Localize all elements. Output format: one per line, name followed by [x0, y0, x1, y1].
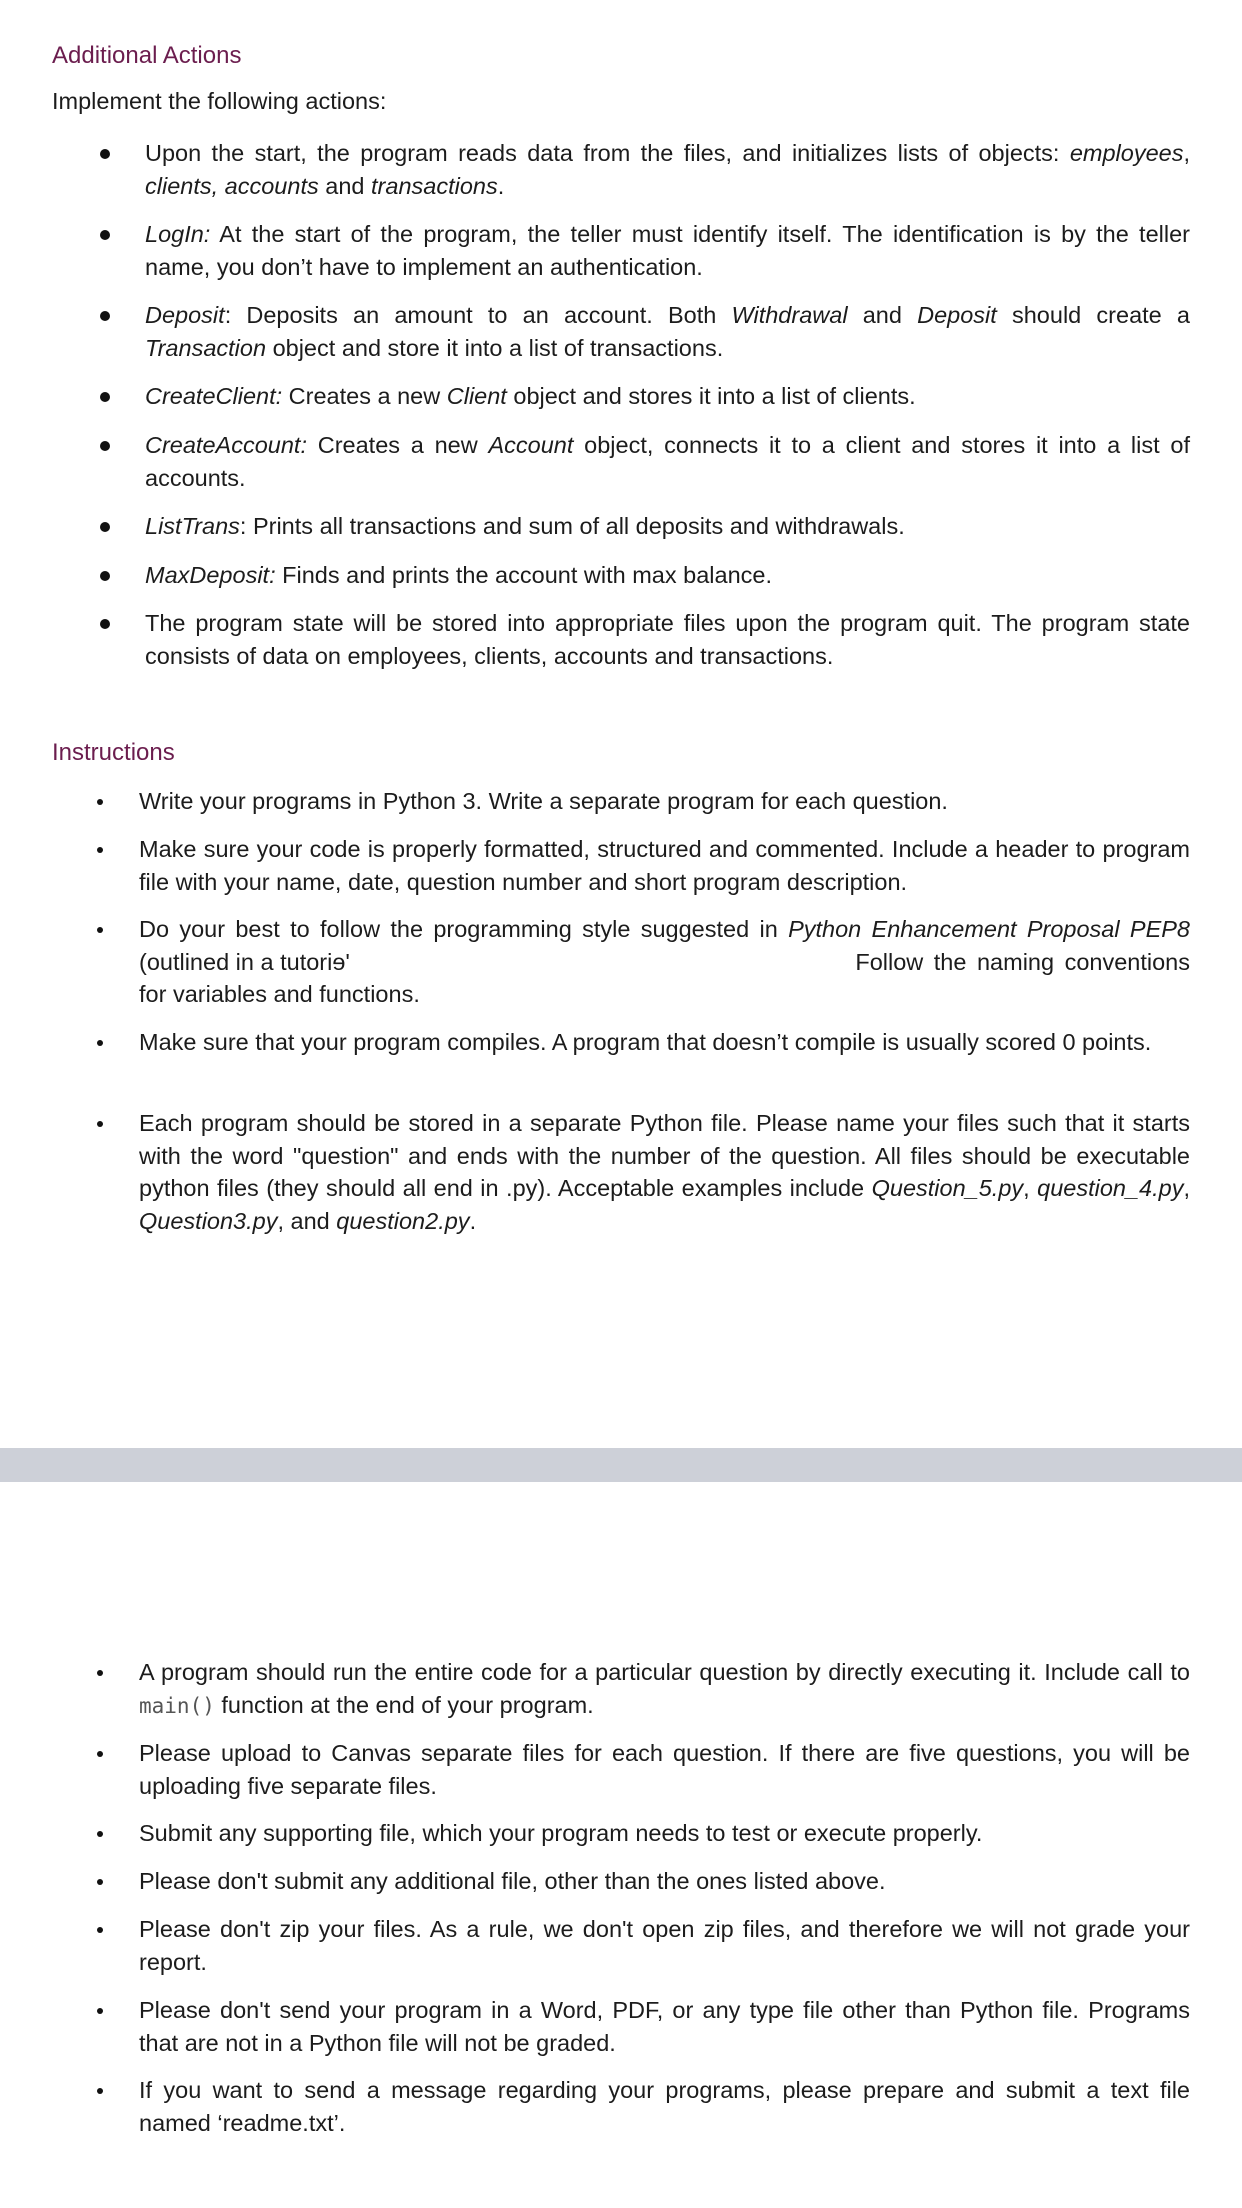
- item-text: Do your best to follow the programming style suggested in Python Enhancement Proposal PEP8 (outlined in a tutoriɘ' Follow the naming conventions for variables and functions.: [139, 916, 1190, 1007]
- bullet-icon: [97, 1040, 103, 1046]
- item-text: Submit any supporting file, which your program needs to test or execute properly.: [139, 1820, 983, 1846]
- bullet-icon: [100, 441, 110, 451]
- bullet-icon: [97, 1670, 103, 1676]
- item-text: Each program should be stored in a separate Python file. Please name your files such that it starts with the word "question" and ends with the number of the question. All files should be executable python files (they should all end in .py). Acceptable examples include Question_5.py, question_4.py, Question3.py, and question2.py.: [139, 1110, 1190, 1234]
- item-text: Please don't submit any additional file, other than the ones listed above.: [139, 1868, 886, 1894]
- item-text: Make sure that your program compiles. A program that doesn’t compile is usually scored 0 points.: [139, 1029, 1152, 1055]
- bullet-icon: [97, 1751, 103, 1757]
- bullet-icon: [100, 392, 110, 402]
- item-text: Upon the start, the program reads data from the files, and initializes lists of objects: employees, clients, accounts and transactions.: [145, 140, 1190, 199]
- bullet-icon: [97, 1879, 103, 1885]
- bullet-icon: [100, 571, 110, 581]
- bullet-icon: [97, 1121, 103, 1127]
- item-text: Please upload to Canvas separate files for each question. If there are five questions, you will be uploading five separate files.: [139, 1740, 1190, 1799]
- bullet-icon: [100, 522, 110, 532]
- item-text: Please don't send your program in a Word, PDF, or any type file other than Python file. Programs that are not in a Python file will not be graded.: [139, 1997, 1190, 2056]
- item-text: A program should run the entire code for a particular question by directly executing it. Include call to main() function at the end of your program.: [139, 1659, 1190, 1718]
- additional-actions-intro: Implement the following actions:: [52, 88, 387, 114]
- item-text: MaxDeposit: Finds and prints the account with max balance.: [145, 562, 772, 588]
- page-gap: [0, 1448, 1242, 1482]
- bullet-icon: [97, 847, 103, 853]
- bullet-icon: [97, 1831, 103, 1837]
- bullet-icon: [97, 927, 103, 933]
- bullet-icon: [100, 149, 110, 159]
- item-text: The program state will be stored into appropriate files upon the program quit. The program state consists of data on employees, clients, accounts and transactions.: [145, 610, 1190, 669]
- bullet-icon: [100, 230, 110, 240]
- item-text: CreateClient: Creates a new Client object and stores it into a list of clients.: [145, 383, 916, 409]
- item-text: Make sure your code is properly formatted, structured and commented. Include a header to program file with your name, date, question number and short program description.: [139, 836, 1190, 895]
- bullet-icon: [100, 619, 110, 629]
- code-snippet: main(): [139, 1693, 215, 1718]
- bullet-icon: [97, 1927, 103, 1933]
- document-page-2: [0, 1482, 1242, 2208]
- bullet-icon: [97, 799, 103, 805]
- item-text: Please don't zip your files. As a rule, we don't open zip files, and therefore we will not grade your report.: [139, 1916, 1190, 1975]
- instructions-heading: Instructions: [52, 739, 175, 766]
- bullet-icon: [100, 311, 110, 321]
- item-text: Write your programs in Python 3. Write a separate program for each question.: [139, 788, 948, 814]
- item-text: If you want to send a message regarding your programs, please prepare and submit a text file named ‘readme.txt’.: [139, 2077, 1190, 2136]
- additional-actions-heading: Additional Actions: [52, 42, 242, 69]
- item-text: LogIn: At the start of the program, the teller must identify itself. The identification is by the teller name, you don’t have to implement an authentication.: [145, 221, 1190, 280]
- item-text: CreateAccount: Creates a new Account object, connects it to a client and stores it into a list of accounts.: [145, 432, 1190, 491]
- item-text: Deposit: Deposits an amount to an account. Both Withdrawal and Deposit should create a Transaction object and store it into a list of transactions.: [145, 302, 1190, 361]
- bullet-icon: [97, 2088, 103, 2094]
- bullet-icon: [97, 2008, 103, 2014]
- item-text: ListTrans: Prints all transactions and sum of all deposits and withdrawals.: [145, 513, 905, 539]
